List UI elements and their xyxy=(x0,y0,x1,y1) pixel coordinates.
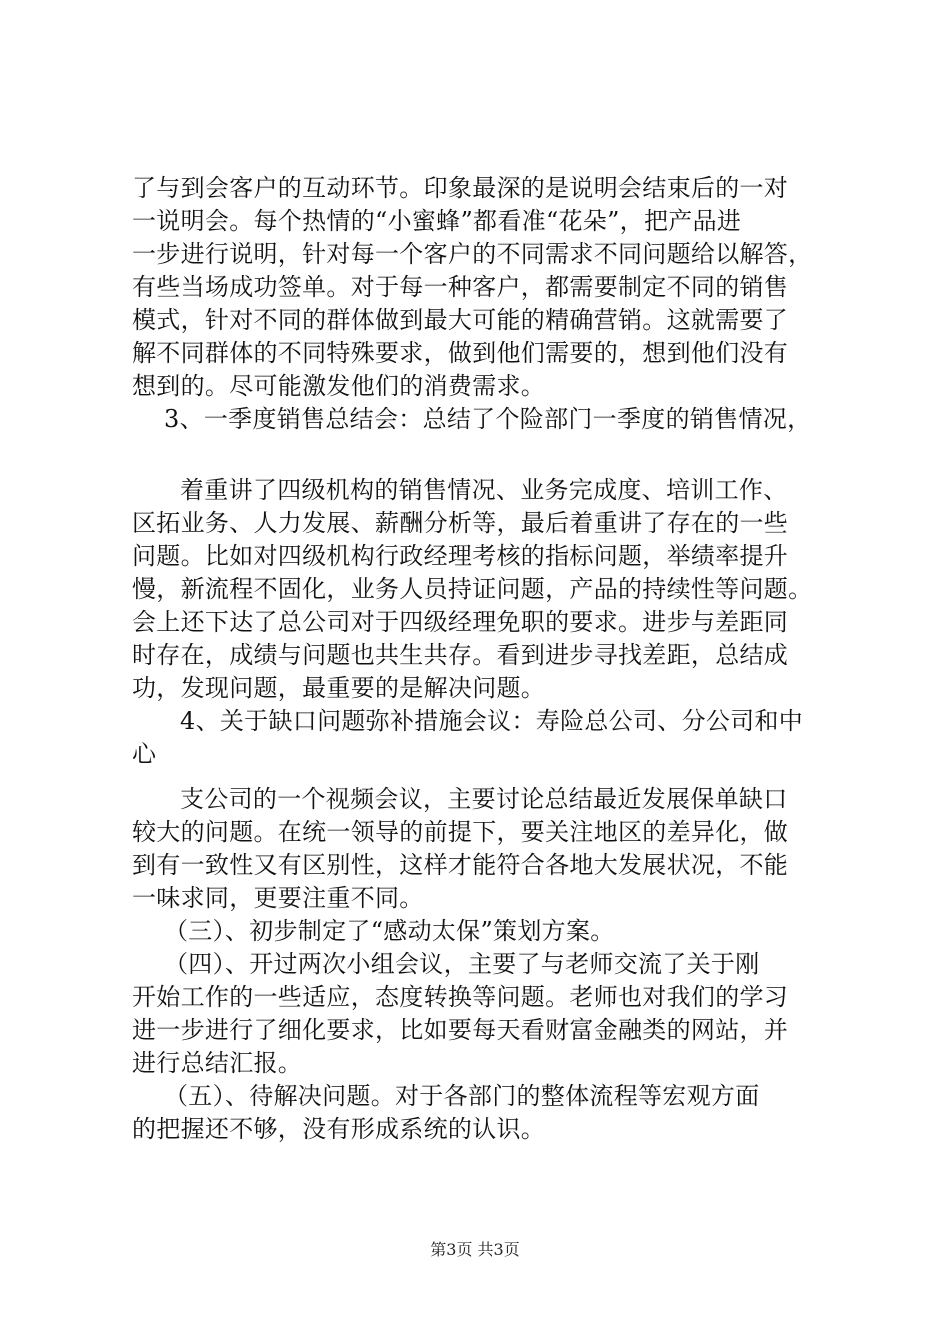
text-line: 慢，新流程不固化，业务人员持证问题，产品的持续性等问题。 xyxy=(132,575,813,603)
text-line: 心 xyxy=(132,740,157,768)
text-line: 到有一致性又有区别性，这样才能符合各地大发展状况，不能 xyxy=(132,851,789,879)
text-line: 会上还下达了总公司对于四级经理免职的要求。进步与差距同 xyxy=(132,608,789,636)
text-line: 了与到会客户的互动环节。印象最深的是说明会结束后的一对 xyxy=(132,174,789,202)
text-line: 一步进行说明，针对每一个客户的不同需求不同问题给以解答， xyxy=(132,240,813,268)
section-heading-4: 4、关于缺口问题弥补措施会议：寿险总公司、分公司和中 xyxy=(180,707,804,735)
text-line: 一说明会。每个热情的“小蜜蜂”都看准“花朵”，把产品进 xyxy=(132,207,742,235)
section-heading-3: 3、一季度销售总结会：总结了个险部门一季度的销售情况， xyxy=(164,405,812,433)
document-body xyxy=(132,172,832,1146)
text-line: 支公司的一个视频会议，主要讨论总结最近发展保单缺口 xyxy=(180,785,788,813)
text-line: 功，发现问题，最重要的是解决问题。 xyxy=(132,674,546,702)
section-heading-five: （五）、待解决问题。对于各部门的整体流程等宏观方面 xyxy=(164,1082,760,1110)
page-footer: 第3页 共3页 xyxy=(430,1240,520,1259)
text-line: 时存在，成绩与问题也共生共存。看到进步寻找差距，总结成 xyxy=(132,641,789,669)
text-line: 有些当场成功签单。对于每一种客户，都需要制定不同的销售 xyxy=(132,273,789,301)
text-line: 进行总结汇报。 xyxy=(132,1049,303,1077)
text-line: 问题。比如对四级机构行政经理考核的指标问题，举绩率提升 xyxy=(132,542,789,570)
text-line: 进一步进行了细化要求，比如要每天看财富金融类的网站，并 xyxy=(132,1016,789,1044)
text-line: 一味求同，更要注重不同。 xyxy=(132,884,424,912)
text-line: 较大的问题。在统一领导的前提下，要关注地区的差异化，做 xyxy=(132,818,789,846)
section-heading-three: （三）、初步制定了“感动太保”策划方案。 xyxy=(164,917,615,945)
paragraph-gap xyxy=(132,436,832,474)
text-line: 解不同群体的不同特殊要求，做到他们需要的，想到他们没有 xyxy=(132,339,789,367)
text-line: 想到的。尽可能激发他们的消费需求。 xyxy=(132,372,546,400)
text-line: 开始工作的一些适应，态度转换等问题。老师也对我们的学习 xyxy=(132,983,789,1011)
section-heading-four: （四）、开过两次小组会议，主要了与老师交流了关于刚 xyxy=(164,950,760,978)
text-line: 模式，针对不同的群体做到最大可能的精确营销。这就需要了 xyxy=(132,306,789,334)
text-line: 区拓业务、人力发展、薪酬分析等，最后着重讲了存在的一些 xyxy=(132,509,789,537)
text-line: 着重讲了四级机构的销售情况、业务完成度、培训工作、 xyxy=(180,476,788,504)
text-line: 的把握还不够，没有形成系统的认识。 xyxy=(132,1115,546,1143)
